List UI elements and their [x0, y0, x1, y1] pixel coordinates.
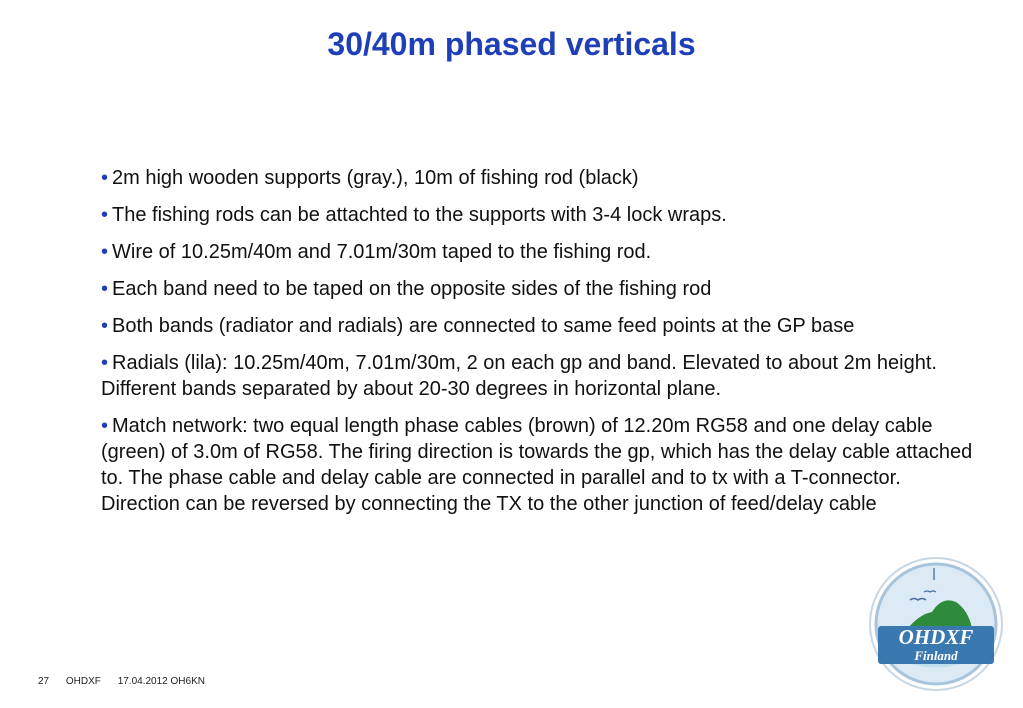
footer-date-author: 17.04.2012 OH6KN — [117, 676, 205, 687]
bullet-text: Each band need to be taped on the opposite sides of the fishing rod — [112, 278, 712, 300]
bullet-text: Radials (lila): 10.25m/40m, 7.01m/30m, 2 on each gp and band. Elevated to about 2m height. Different bands separated by about 20-30 degrees in horizontal plane. — [101, 352, 937, 400]
slide-footer — [38, 676, 219, 687]
bullet-mark: • — [101, 352, 109, 374]
bullet-mark: • — [101, 278, 109, 300]
logo-title: OHDXF — [898, 625, 974, 649]
bullet-mark: • — [101, 241, 109, 263]
bullet-item — [101, 165, 981, 191]
slide-title: 30/40m phased verticals — [327, 26, 696, 62]
logo-subtitle: Finland — [914, 648, 958, 663]
bullet-text: Match network: two equal length phase cables (brown) of 12.20m RG58 and one delay cable (green) of 3.0m of RG58. The firing direction is towards the gp, which has the delay cable attached to. The phase cable and delay cable are connected in parallel and to tx with a T-connector. Direction can be reversed by connecting the TX to the other junction of feed/delay cable — [101, 415, 973, 515]
bullet-item — [101, 313, 981, 339]
bullet-mark: • — [101, 167, 109, 189]
bullet-list — [101, 165, 981, 528]
bullet-text: The fishing rods can be attachted to the supports with 3-4 lock wraps. — [112, 204, 727, 226]
bullet-mark: • — [101, 315, 109, 337]
ohdxf-logo — [868, 556, 1004, 692]
footer-org: OHDXF — [65, 676, 101, 687]
ohdxf-logo-graphic — [868, 556, 1004, 692]
bullet-item — [101, 276, 981, 302]
bullet-item — [101, 413, 981, 517]
page-number: 27 — [38, 676, 50, 687]
bullet-item — [101, 350, 981, 402]
bullet-mark: • — [101, 415, 109, 437]
bullet-item — [101, 239, 981, 265]
bullet-item — [101, 202, 981, 228]
bullet-text: Both bands (radiator and radials) are connected to same feed points at the GP base — [112, 315, 855, 337]
bullet-mark: • — [101, 204, 109, 226]
bullet-text: Wire of 10.25m/40m and 7.01m/30m taped to the fishing rod. — [112, 241, 652, 263]
bullet-text: 2m high wooden supports (gray.), 10m of fishing rod (black) — [112, 167, 639, 189]
